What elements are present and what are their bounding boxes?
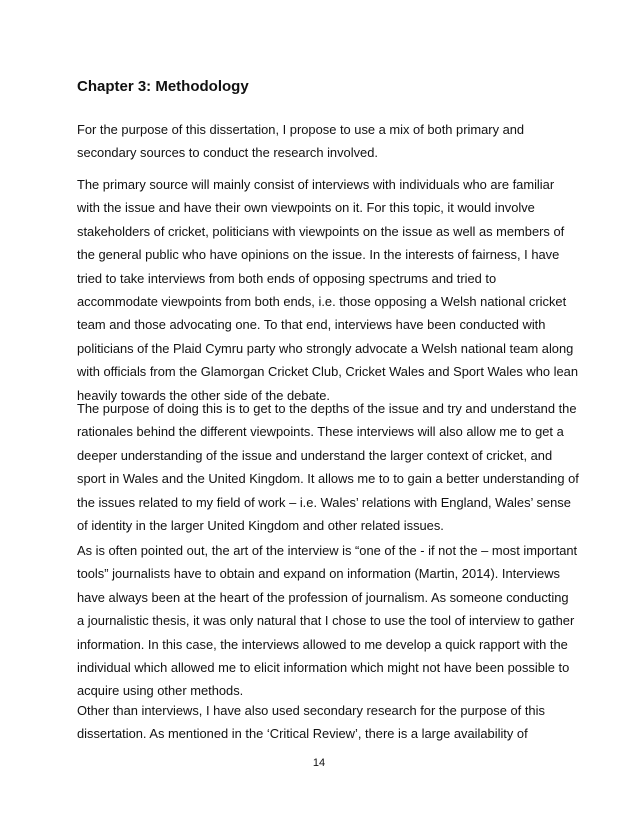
text-line: tried to take interviews from both ends of opposing spectrums and tried to [77, 270, 497, 286]
text-line: secondary sources to conduct the research involved. [77, 145, 378, 161]
text-line: For the purpose of this dissertation, I propose to use a mix of both primary and [77, 122, 525, 137]
text-line: rationales behind the different viewpoints. These interviews will also allow me to get a [77, 424, 564, 440]
text-line: accommodate viewpoints from both ends, i.e. those opposing a Welsh national cricket [77, 294, 567, 310]
paragraph-interview-art [77, 539, 577, 703]
text-line: politicians of the Plaid Cymru party who strongly advocate a Welsh national team along [77, 340, 574, 356]
text-line: sport in Wales and the United Kingdom. It allows me to to gain a better understanding of [77, 471, 579, 487]
text-line: with officials from the Glamorgan Cricket Club, Cricket Wales and Sport Wales who lean [77, 364, 579, 380]
text-line: individual which allowed me to elicit information which might not have been possible to [77, 660, 570, 676]
text-line: information. In this case, the interviews allowed to me develop a quick rapport with the [77, 636, 568, 652]
paragraph-intro [77, 118, 524, 165]
text-line: As is often pointed out, the art of the interview is “one of the - if not the – most important [77, 543, 578, 558]
text-line: the issues related to my field of work – i.e. Wales’ relations with England, Wales’ sense [77, 494, 571, 510]
text-line: Other than interviews, I have also used secondary research for the purpose of this [77, 703, 545, 718]
text-line: The primary source will mainly consist of interviews with individuals who are familiar [77, 177, 555, 192]
text-line: stakeholders of cricket, politicians with viewpoints on the issue as well as members of [77, 223, 565, 239]
text-line: with the issue and have their own viewpoints on it. For this topic, it would involve [77, 200, 535, 216]
text-line: The purpose of doing this is to get to the depths of the issue and try and understand the [77, 401, 577, 416]
text-line: a journalistic thesis, it was only natural that I chose to use the tool of interview to gather [77, 613, 575, 629]
text-line: dissertation. As mentioned in the ‘Critical Review’, there is a large availability of [77, 726, 528, 742]
text-line: of identity in the larger United Kingdom and other related issues. [77, 518, 444, 534]
page-number: 14 [312, 757, 326, 769]
text-line: deeper understanding of the issue and understand the larger context of cricket, and [77, 447, 553, 463]
paragraph-secondary-research [77, 699, 545, 746]
text-line: the general public who have opinions on the issue. In the interests of fairness, I have [77, 247, 560, 263]
paragraph-purpose [77, 397, 579, 537]
text-line: tools” journalists have to obtain and expand on information (Martin, 2014). Interviews [77, 566, 560, 582]
text-line: acquire using other methods. [77, 683, 244, 699]
chapter-heading: Chapter 3: Methodology [77, 78, 249, 95]
text-line: team and those advocating one. To that end, interviews have been conducted with [77, 317, 546, 333]
text-line: have always been at the heart of the profession of journalism. As someone conducting [77, 589, 569, 605]
paragraph-primary-source [77, 173, 578, 407]
text-line: heavily towards the other side of the debate. [77, 387, 330, 403]
